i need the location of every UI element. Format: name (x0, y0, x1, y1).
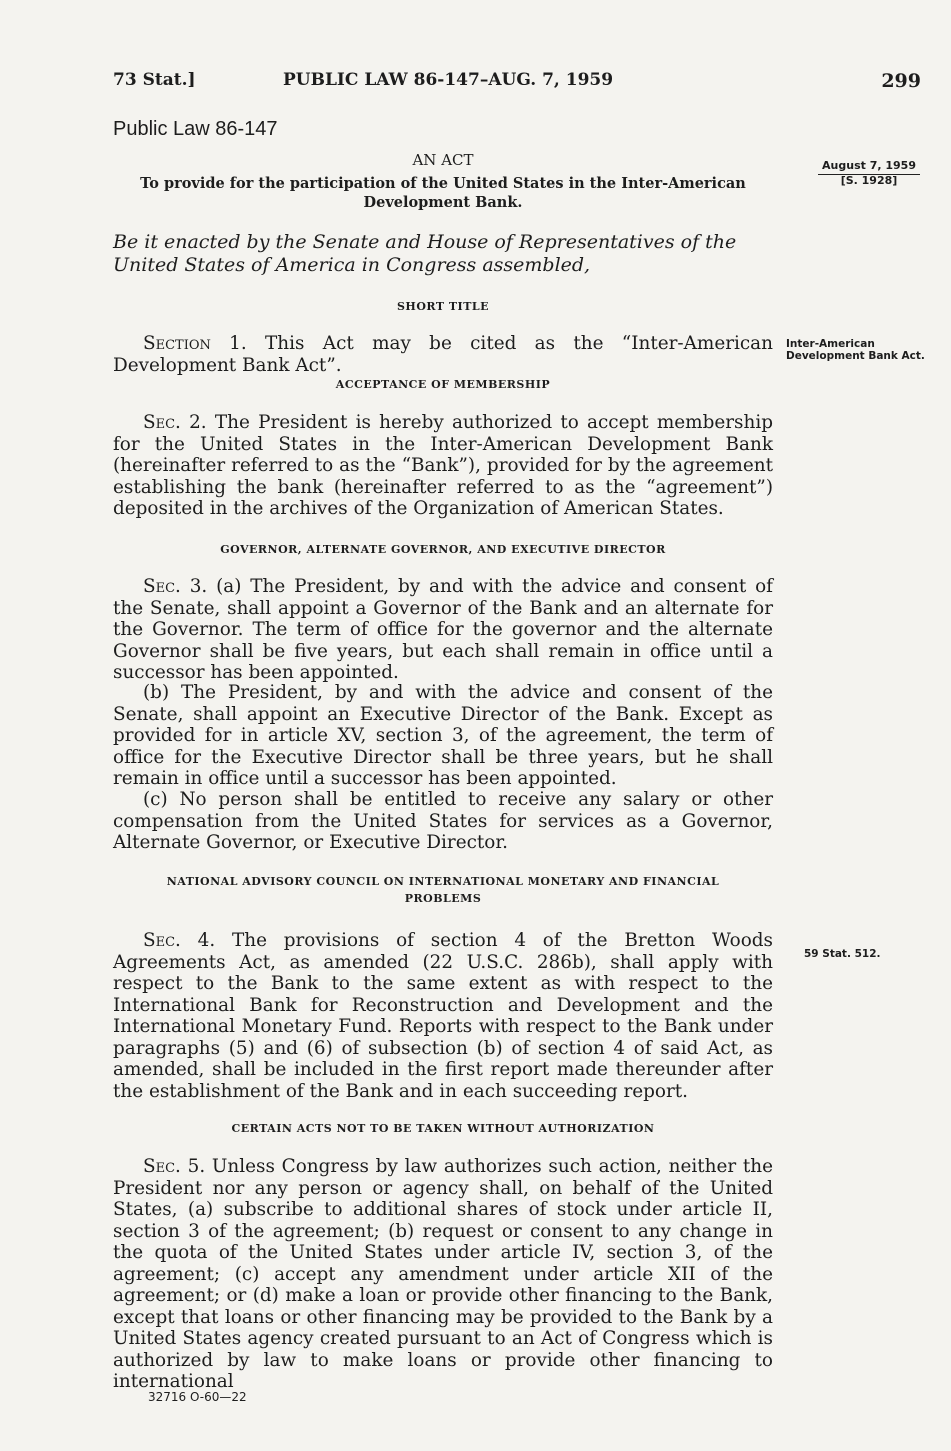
bill-number: [S. 1928] (840, 174, 898, 187)
section-1-text (113, 333, 773, 376)
margin-date-note (818, 160, 920, 187)
section-2-heading: ACCEPTANCE OF MEMBERSHIP (335, 378, 551, 391)
law-number: Public Law 86-147 (113, 118, 278, 140)
margin-note-short-title: Inter-American Development Bank Act. (786, 338, 925, 362)
section-3-label: Sec. 3. (143, 576, 208, 597)
section-4-heading: NATIONAL ADVISORY COUNCIL ON INTERNATIONAL MONETARY AND FINANCIAL PROBLEMS (166, 875, 720, 905)
section-4-label: Sec. 4. (143, 930, 216, 951)
section-1-body: This Act may be cited as the “Inter-American Development Bank Act”. (113, 333, 773, 376)
section-3-heading: GOVERNOR, ALTERNATE GOVERNOR, AND EXECUTIVE DIRECTOR (220, 543, 666, 556)
section-3c-text: (c) No person shall be entitled to receive any salary or other compensation from the United States for services as a Governor, Alternate Governor, or Executive Director. (113, 789, 773, 853)
margin-note-statute-citation: 59 Stat. 512. (804, 948, 881, 960)
volume-reference: 73 Stat.] (113, 70, 196, 90)
section-1-heading: SHORT TITLE (396, 300, 490, 313)
enacting-clause: Be it enacted by the Senate and House of Representatives of the United States of America in Congress assembled, (113, 231, 737, 276)
section-3a-text (113, 576, 773, 684)
enactment-date: August 7, 1959 (822, 159, 916, 172)
act-purpose: To provide for the participation of the United States in the Inter-American Development Bank. (140, 175, 746, 211)
running-title: PUBLIC LAW 86-147–AUG. 7, 1959 (283, 70, 614, 90)
section-5-heading: CERTAIN ACTS NOT TO BE TAKEN WITHOUT AUTHORIZATION (231, 1122, 655, 1135)
section-3a-body: (a) The President, by and with the advice and consent of the Senate, shall appoint a Governor of the Bank and an alternate for the Governor. The term of office for the governor and the alternate Governor shall be five years, but each shall remain in office until a successor has been appointed. (113, 576, 773, 683)
section-4-text (113, 930, 773, 1102)
print-code-footer: 32716 O-60—22 (148, 1390, 247, 1404)
section-2-text (113, 412, 773, 520)
section-5-text (113, 1156, 773, 1393)
section-3b-text: (b) The President, by and with the advice and consent of the Senate, shall appoint an Executive Director of the Bank. Except as provided for in article XV, section 3, of the agreement, the term of office for the Executive Director shall be three years, but he shall remain in office until a successor has been appointed. (113, 682, 773, 789)
section-1-label: Section 1. (143, 333, 247, 354)
running-head (113, 70, 921, 96)
section-2-label: Sec. 2. (143, 412, 207, 433)
act-heading: AN ACT (412, 151, 474, 169)
page-number: 299 (881, 70, 921, 92)
section-2-body: The President is hereby authorized to accept membership for the United States in the Inter-American Development Bank (hereinafter referred to as the “Bank”), provided for by the agreement establishing the bank (hereinafter referred to as the “agreement”) deposited in the archives of the Organization of American States. (113, 412, 773, 519)
section-4-body: The provisions of section 4 of the Bretton Woods Agreements Act, as amended (22 U.S.C. 286b), shall apply with respect to the Bank to the same extent as with respect to the International Bank for Reconstruction and Development and the International Monetary Fund. Reports with respect to the Bank under paragraphs (5) and (6) of subsection (b) of section 4 of said Act, as amended, shall be included in the first report made thereunder after the establishment of the Bank and in each succeeding report. (113, 930, 773, 1102)
section-5-label: Sec. 5. (143, 1156, 206, 1177)
section-5-body: Unless Congress by law authorizes such action, neither the President nor any person or agency shall, on behalf of the United States, (a) subscribe to additional shares of stock under article II, section 3 of the agreement; (b) request or consent to any change in the quota of the United States under article IV, section 3, of the agreement; (c) accept any amendment under article XII of the agreement; or (d) make a loan or provide other financing to the Bank, except that loans or other financing may be provided to the Bank by a United States agency created pursuant to an Act of Congress which is authorized by law to make loans or provide other financing to international (113, 1156, 773, 1392)
